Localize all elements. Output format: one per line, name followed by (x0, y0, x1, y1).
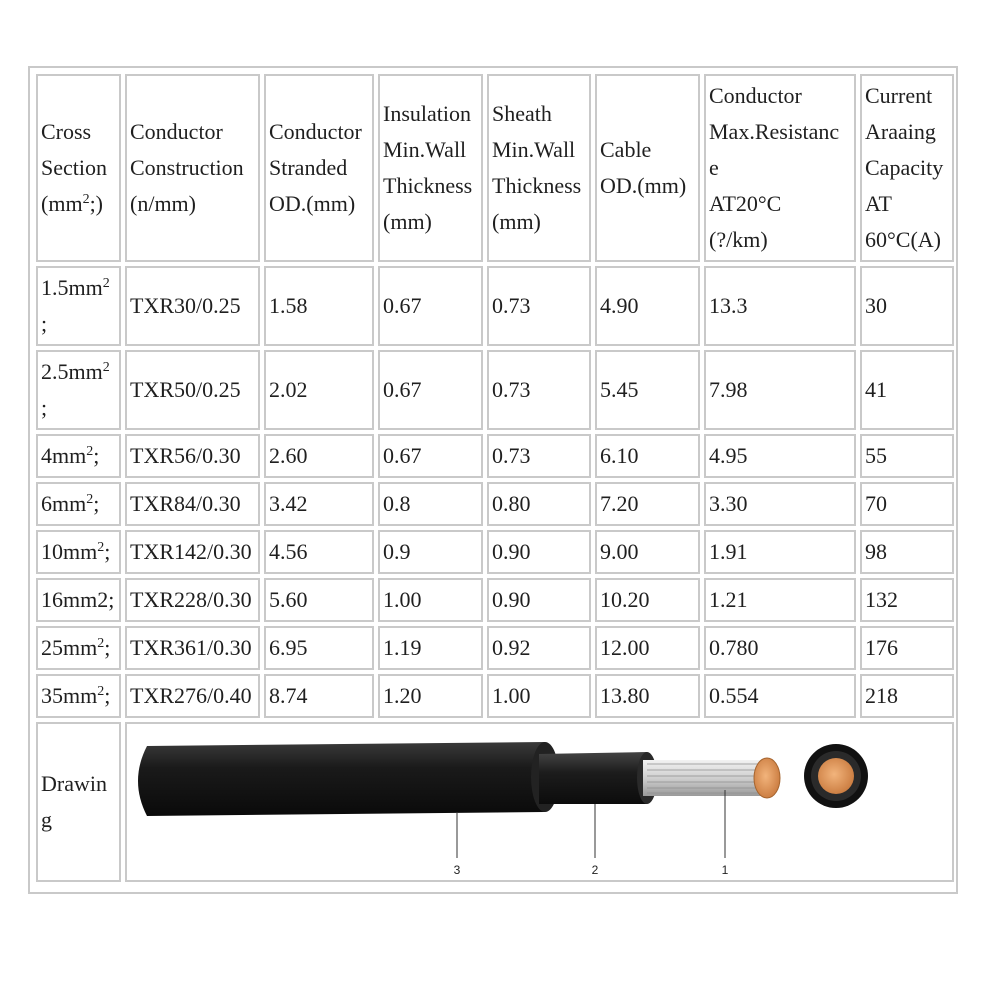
cell-sheath: 0.73 (487, 350, 591, 430)
cell-insulation: 1.00 (378, 578, 483, 622)
sheath-segment (138, 742, 559, 816)
cell-insulation: 0.9 (378, 530, 483, 574)
cell-construction: TXR142/0.30 (125, 530, 260, 574)
cable-spec-table (32, 70, 958, 886)
cell-stranded-od: 1.58 (264, 266, 374, 346)
cell-resistance: 13.3 (704, 266, 856, 346)
cell-cable-od: 9.00 (595, 530, 700, 574)
cell-stranded-od: 2.02 (264, 350, 374, 430)
cell-cross-section: $4mm^2$; (36, 434, 121, 478)
table-row (36, 482, 954, 526)
cell-cross-section: $35mm^2$; (36, 674, 121, 718)
cell-construction: TXR361/0.30 (125, 626, 260, 670)
cell-construction: TXR228/0.30 (125, 578, 260, 622)
cell-cross-section: $1.5mm^2$ ; (36, 266, 121, 346)
table-row (36, 530, 954, 574)
cell-stranded-od: 8.74 (264, 674, 374, 718)
table-row (36, 350, 954, 430)
cell-construction: TXR84/0.30 (125, 482, 260, 526)
header-cross-section: Cross Section $(mm^2;)$ (36, 74, 121, 262)
cell-cable-od: 7.20 (595, 482, 700, 526)
header-cable-od: Cable OD.(mm) (595, 74, 700, 262)
cable-drawing-cell (125, 722, 954, 882)
cell-insulation: 0.67 (378, 434, 483, 478)
header-sheath-thickness: Sheath Min.Wall Thickness (mm) (487, 74, 591, 262)
cell-cable-od: 13.80 (595, 674, 700, 718)
cell-sheath: 0.73 (487, 266, 591, 346)
drawing-row (36, 722, 954, 882)
cell-cable-od: 5.45 (595, 350, 700, 430)
cell-resistance: 1.91 (704, 530, 856, 574)
cell-stranded-od: 3.42 (264, 482, 374, 526)
cell-current: 30 (860, 266, 954, 346)
conductor-strands (643, 758, 780, 798)
callout-3: 3 (453, 863, 461, 877)
table-row (36, 266, 954, 346)
cell-cross-section: $10mm^2$; (36, 530, 121, 574)
cell-sheath: 1.00 (487, 674, 591, 718)
callout-1: 1 (721, 863, 729, 877)
cell-current: 132 (860, 578, 954, 622)
cell-current: 41 (860, 350, 954, 430)
cell-cable-od: 10.20 (595, 578, 700, 622)
header-current-capacity: Current Araaing Capacity AT 60°C(A) (860, 74, 954, 262)
cell-cable-od: 6.10 (595, 434, 700, 478)
table-row (36, 578, 954, 622)
callout-2: 2 (591, 863, 599, 877)
cell-current: 98 (860, 530, 954, 574)
cell-stranded-od: 5.60 (264, 578, 374, 622)
cell-resistance: 7.98 (704, 350, 856, 430)
cell-cross-section: $6mm^2$; (36, 482, 121, 526)
cell-construction: TXR56/0.30 (125, 434, 260, 478)
cell-cable-od: 4.90 (595, 266, 700, 346)
cell-stranded-od: 4.56 (264, 530, 374, 574)
cell-construction: TXR30/0.25 (125, 266, 260, 346)
header-row (36, 74, 954, 262)
cable-cross-section (804, 744, 868, 808)
header-insulation-thickness: Insulation Min.Wall Thickness (mm) (378, 74, 483, 262)
cell-cross-section: 16mm2; (36, 578, 121, 622)
cell-sheath: 0.73 (487, 434, 591, 478)
cell-current: 55 (860, 434, 954, 478)
cell-sheath: 0.80 (487, 482, 591, 526)
cell-sheath: 0.90 (487, 530, 591, 574)
table-row (36, 626, 954, 670)
insulation-segment (539, 752, 657, 804)
cell-cross-section: $2.5mm^2$ ; (36, 350, 121, 430)
drawing-label: Drawin g (36, 722, 121, 882)
cell-cross-section: $25mm^2$; (36, 626, 121, 670)
cell-current: 176 (860, 626, 954, 670)
cell-insulation: 0.67 (378, 266, 483, 346)
cell-insulation: 1.20 (378, 674, 483, 718)
table-row (36, 434, 954, 478)
table-row (36, 674, 954, 718)
cable-drawing (127, 724, 945, 880)
cell-insulation: 1.19 (378, 626, 483, 670)
header-conductor-stranded-od: Conductor Stranded OD.(mm) (264, 74, 374, 262)
header-conductor-resistance: Conductor Max.Resistanc e AT20°C (?/km) (704, 74, 856, 262)
cell-stranded-od: 2.60 (264, 434, 374, 478)
cell-current: 70 (860, 482, 954, 526)
cell-sheath: 0.92 (487, 626, 591, 670)
cell-resistance: 3.30 (704, 482, 856, 526)
cell-resistance: 4.95 (704, 434, 856, 478)
cell-insulation: 0.67 (378, 350, 483, 430)
cell-resistance: 1.21 (704, 578, 856, 622)
cell-current: 218 (860, 674, 954, 718)
cell-construction: TXR276/0.40 (125, 674, 260, 718)
cell-resistance: 0.780 (704, 626, 856, 670)
cell-insulation: 0.8 (378, 482, 483, 526)
cell-cable-od: 12.00 (595, 626, 700, 670)
cell-construction: TXR50/0.25 (125, 350, 260, 430)
header-conductor-construction: Conductor Construction (n/mm) (125, 74, 260, 262)
cell-sheath: 0.90 (487, 578, 591, 622)
cell-stranded-od: 6.95 (264, 626, 374, 670)
cell-resistance: 0.554 (704, 674, 856, 718)
